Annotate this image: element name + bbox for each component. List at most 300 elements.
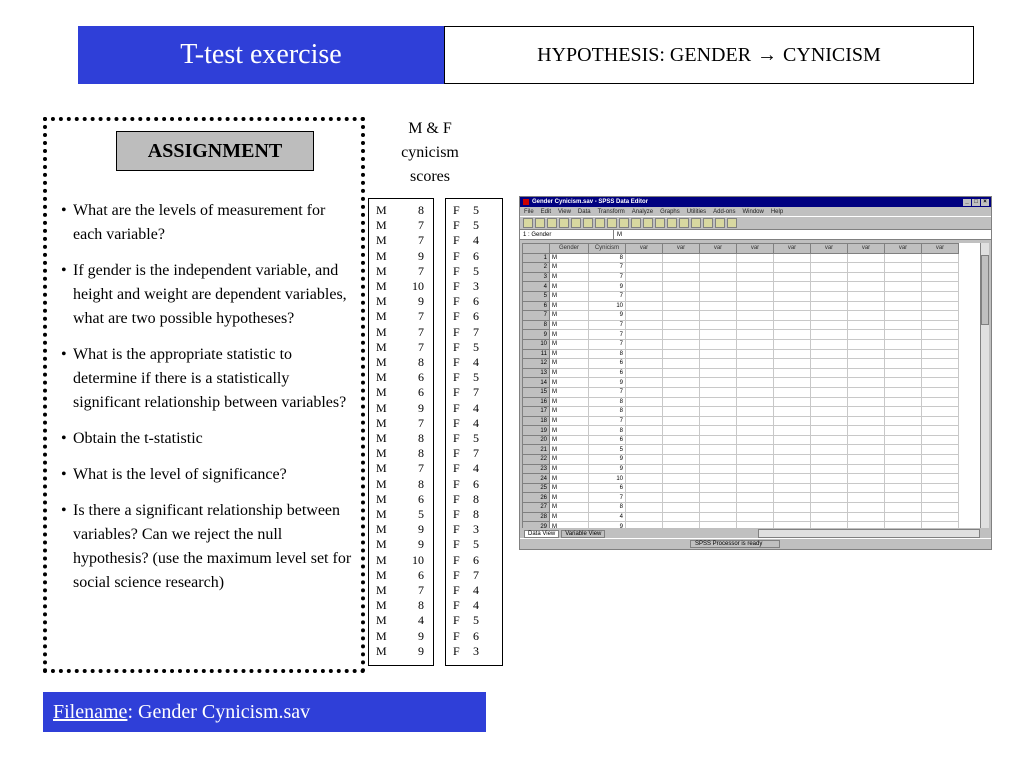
toolbar-button-icon[interactable] — [523, 218, 533, 228]
empty-cell[interactable] — [885, 397, 922, 407]
empty-cell[interactable] — [626, 464, 663, 474]
menu-item[interactable]: Graphs — [660, 208, 680, 215]
empty-cell[interactable] — [885, 311, 922, 321]
empty-cell[interactable] — [922, 397, 959, 407]
gender-cell[interactable]: M — [550, 503, 589, 513]
empty-cell[interactable] — [885, 445, 922, 455]
empty-cell[interactable] — [700, 407, 737, 417]
cynicism-cell[interactable]: 6 — [589, 359, 626, 369]
empty-cell[interactable] — [848, 311, 885, 321]
row-number[interactable]: 18 — [523, 416, 550, 426]
row-number[interactable]: 29 — [523, 522, 550, 528]
empty-cell[interactable] — [626, 349, 663, 359]
toolbar-button-icon[interactable] — [535, 218, 545, 228]
empty-cell[interactable] — [663, 339, 700, 349]
gender-cell[interactable]: M — [550, 445, 589, 455]
toolbar-button-icon[interactable] — [631, 218, 641, 228]
minimize-icon[interactable]: _ — [963, 199, 971, 206]
empty-cell[interactable] — [885, 464, 922, 474]
empty-cell[interactable] — [626, 397, 663, 407]
menu-item[interactable]: File — [524, 208, 534, 215]
gender-cell[interactable]: M — [550, 330, 589, 340]
row-number[interactable]: 28 — [523, 512, 550, 522]
row-number[interactable]: 27 — [523, 503, 550, 513]
gender-cell[interactable]: M — [550, 464, 589, 474]
menu-item[interactable]: Window — [742, 208, 764, 215]
empty-cell[interactable] — [885, 426, 922, 436]
empty-cell[interactable] — [811, 301, 848, 311]
empty-cell[interactable] — [737, 349, 774, 359]
empty-cell[interactable] — [626, 483, 663, 493]
toolbar-button-icon[interactable] — [715, 218, 725, 228]
empty-cell[interactable] — [700, 522, 737, 528]
empty-cell[interactable] — [811, 291, 848, 301]
empty-cell[interactable] — [663, 445, 700, 455]
menu-item[interactable]: Transform — [597, 208, 625, 215]
empty-cell[interactable] — [737, 263, 774, 273]
empty-cell[interactable] — [626, 387, 663, 397]
empty-cell[interactable] — [663, 378, 700, 388]
empty-cell[interactable] — [885, 522, 922, 528]
empty-cell[interactable] — [774, 426, 811, 436]
row-number[interactable]: 21 — [523, 445, 550, 455]
empty-cell[interactable] — [848, 493, 885, 503]
toolbar-button-icon[interactable] — [679, 218, 689, 228]
cynicism-cell[interactable]: 8 — [589, 503, 626, 513]
cynicism-cell[interactable]: 10 — [589, 301, 626, 311]
empty-cell[interactable] — [922, 330, 959, 340]
empty-cell[interactable] — [885, 282, 922, 292]
empty-cell[interactable] — [626, 407, 663, 417]
empty-cell[interactable] — [663, 416, 700, 426]
empty-cell[interactable] — [626, 426, 663, 436]
empty-cell[interactable] — [774, 311, 811, 321]
row-number[interactable]: 14 — [523, 378, 550, 388]
empty-cell[interactable] — [848, 397, 885, 407]
empty-cell[interactable] — [663, 387, 700, 397]
empty-cell[interactable] — [811, 493, 848, 503]
empty-cell[interactable] — [737, 455, 774, 465]
empty-cell[interactable] — [774, 272, 811, 282]
data-grid[interactable] — [522, 243, 980, 528]
gender-cell[interactable]: M — [550, 416, 589, 426]
gender-cell[interactable]: M — [550, 282, 589, 292]
row-number[interactable]: 24 — [523, 474, 550, 484]
empty-cell[interactable] — [885, 455, 922, 465]
toolbar-button-icon[interactable] — [727, 218, 737, 228]
empty-cell[interactable] — [811, 339, 848, 349]
empty-cell[interactable] — [700, 359, 737, 369]
cynicism-cell[interactable]: 9 — [589, 455, 626, 465]
empty-cell[interactable] — [811, 282, 848, 292]
empty-cell[interactable] — [774, 282, 811, 292]
empty-cell[interactable] — [811, 512, 848, 522]
empty-cell[interactable] — [663, 301, 700, 311]
empty-cell[interactable] — [737, 522, 774, 528]
toolbar-button-icon[interactable] — [595, 218, 605, 228]
empty-cell[interactable] — [922, 416, 959, 426]
cynicism-cell[interactable]: 7 — [589, 416, 626, 426]
empty-cell[interactable] — [885, 368, 922, 378]
column-header[interactable]: var — [848, 244, 885, 254]
empty-cell[interactable] — [774, 339, 811, 349]
empty-cell[interactable] — [848, 407, 885, 417]
empty-cell[interactable] — [811, 455, 848, 465]
empty-cell[interactable] — [700, 320, 737, 330]
empty-cell[interactable] — [885, 349, 922, 359]
row-number[interactable]: 26 — [523, 493, 550, 503]
empty-cell[interactable] — [737, 378, 774, 388]
empty-cell[interactable] — [811, 407, 848, 417]
empty-cell[interactable] — [774, 330, 811, 340]
empty-cell[interactable] — [774, 445, 811, 455]
gender-cell[interactable]: M — [550, 339, 589, 349]
empty-cell[interactable] — [774, 483, 811, 493]
empty-cell[interactable] — [700, 464, 737, 474]
row-number[interactable]: 11 — [523, 349, 550, 359]
cynicism-cell[interactable]: 8 — [589, 253, 626, 263]
empty-cell[interactable] — [922, 455, 959, 465]
empty-cell[interactable] — [848, 387, 885, 397]
empty-cell[interactable] — [848, 282, 885, 292]
empty-cell[interactable] — [848, 320, 885, 330]
toolbar-button-icon[interactable] — [667, 218, 677, 228]
empty-cell[interactable] — [626, 368, 663, 378]
empty-cell[interactable] — [885, 330, 922, 340]
column-header[interactable]: var — [922, 244, 959, 254]
empty-cell[interactable] — [811, 387, 848, 397]
empty-cell[interactable] — [663, 522, 700, 528]
close-icon[interactable]: × — [981, 199, 989, 206]
cynicism-cell[interactable]: 7 — [589, 272, 626, 282]
empty-cell[interactable] — [737, 301, 774, 311]
toolbar-button-icon[interactable] — [619, 218, 629, 228]
empty-cell[interactable] — [811, 474, 848, 484]
empty-cell[interactable] — [811, 378, 848, 388]
empty-cell[interactable] — [663, 330, 700, 340]
empty-cell[interactable] — [774, 368, 811, 378]
row-number[interactable]: 15 — [523, 387, 550, 397]
empty-cell[interactable] — [811, 253, 848, 263]
row-number[interactable]: 9 — [523, 330, 550, 340]
empty-cell[interactable] — [811, 368, 848, 378]
column-header[interactable]: Cynicism — [589, 244, 626, 254]
empty-cell[interactable] — [922, 253, 959, 263]
toolbar-button-icon[interactable] — [703, 218, 713, 228]
empty-cell[interactable] — [774, 359, 811, 369]
empty-cell[interactable] — [737, 503, 774, 513]
empty-cell[interactable] — [626, 320, 663, 330]
empty-cell[interactable] — [811, 416, 848, 426]
empty-cell[interactable] — [737, 282, 774, 292]
gender-cell[interactable]: M — [550, 378, 589, 388]
cynicism-cell[interactable]: 7 — [589, 339, 626, 349]
empty-cell[interactable] — [626, 455, 663, 465]
cynicism-cell[interactable]: 7 — [589, 330, 626, 340]
empty-cell[interactable] — [700, 512, 737, 522]
empty-cell[interactable] — [700, 349, 737, 359]
empty-cell[interactable] — [774, 474, 811, 484]
empty-cell[interactable] — [848, 359, 885, 369]
empty-cell[interactable] — [811, 426, 848, 436]
gender-cell[interactable]: M — [550, 483, 589, 493]
empty-cell[interactable] — [811, 464, 848, 474]
empty-cell[interactable] — [922, 493, 959, 503]
empty-cell[interactable] — [848, 464, 885, 474]
row-number[interactable]: 20 — [523, 435, 550, 445]
empty-cell[interactable] — [848, 522, 885, 528]
cynicism-cell[interactable]: 9 — [589, 378, 626, 388]
tab-data-view[interactable]: Data View — [524, 530, 559, 538]
empty-cell[interactable] — [922, 272, 959, 282]
empty-cell[interactable] — [922, 291, 959, 301]
empty-cell[interactable] — [811, 320, 848, 330]
empty-cell[interactable] — [774, 503, 811, 513]
column-header[interactable]: var — [626, 244, 663, 254]
empty-cell[interactable] — [885, 263, 922, 273]
empty-cell[interactable] — [663, 455, 700, 465]
menu-item[interactable]: Help — [770, 208, 784, 215]
empty-cell[interactable] — [700, 397, 737, 407]
empty-cell[interactable] — [774, 320, 811, 330]
empty-cell[interactable] — [774, 387, 811, 397]
empty-cell[interactable] — [700, 339, 737, 349]
cynicism-cell[interactable]: 9 — [589, 522, 626, 528]
empty-cell[interactable] — [885, 512, 922, 522]
empty-cell[interactable] — [922, 282, 959, 292]
empty-cell[interactable] — [922, 311, 959, 321]
gender-cell[interactable]: M — [550, 272, 589, 282]
gender-cell[interactable]: M — [550, 387, 589, 397]
row-number[interactable]: 23 — [523, 464, 550, 474]
toolbar-button-icon[interactable] — [547, 218, 557, 228]
cynicism-cell[interactable]: 8 — [589, 349, 626, 359]
maximize-icon[interactable]: □ — [972, 199, 980, 206]
empty-cell[interactable] — [922, 339, 959, 349]
cynicism-cell[interactable]: 9 — [589, 282, 626, 292]
empty-cell[interactable] — [663, 291, 700, 301]
empty-cell[interactable] — [737, 493, 774, 503]
toolbar-button-icon[interactable] — [583, 218, 593, 228]
empty-cell[interactable] — [663, 349, 700, 359]
cynicism-cell[interactable]: 7 — [589, 263, 626, 273]
empty-cell[interactable] — [848, 416, 885, 426]
empty-cell[interactable] — [922, 464, 959, 474]
empty-cell[interactable] — [663, 493, 700, 503]
horizontal-scrollbar[interactable] — [758, 529, 980, 538]
empty-cell[interactable] — [848, 483, 885, 493]
empty-cell[interactable] — [663, 272, 700, 282]
empty-cell[interactable] — [663, 407, 700, 417]
cynicism-cell[interactable]: 7 — [589, 387, 626, 397]
column-header[interactable]: var — [663, 244, 700, 254]
empty-cell[interactable] — [811, 397, 848, 407]
gender-cell[interactable]: M — [550, 291, 589, 301]
empty-cell[interactable] — [922, 368, 959, 378]
empty-cell[interactable] — [848, 512, 885, 522]
empty-cell[interactable] — [663, 464, 700, 474]
empty-cell[interactable] — [922, 387, 959, 397]
empty-cell[interactable] — [663, 359, 700, 369]
vertical-scrollbar[interactable] — [980, 243, 989, 528]
empty-cell[interactable] — [774, 253, 811, 263]
empty-cell[interactable] — [700, 330, 737, 340]
gender-cell[interactable]: M — [550, 253, 589, 263]
empty-cell[interactable] — [737, 397, 774, 407]
empty-cell[interactable] — [700, 301, 737, 311]
empty-cell[interactable] — [737, 359, 774, 369]
cynicism-cell[interactable]: 8 — [589, 397, 626, 407]
empty-cell[interactable] — [774, 416, 811, 426]
empty-cell[interactable] — [663, 253, 700, 263]
empty-cell[interactable] — [848, 445, 885, 455]
empty-cell[interactable] — [885, 339, 922, 349]
toolbar-button-icon[interactable] — [607, 218, 617, 228]
gender-cell[interactable]: M — [550, 320, 589, 330]
row-number[interactable]: 6 — [523, 301, 550, 311]
row-number[interactable]: 25 — [523, 483, 550, 493]
empty-cell[interactable] — [774, 397, 811, 407]
empty-cell[interactable] — [626, 359, 663, 369]
empty-cell[interactable] — [848, 253, 885, 263]
empty-cell[interactable] — [922, 359, 959, 369]
empty-cell[interactable] — [626, 493, 663, 503]
empty-cell[interactable] — [663, 320, 700, 330]
empty-cell[interactable] — [774, 435, 811, 445]
gender-cell[interactable]: M — [550, 435, 589, 445]
empty-cell[interactable] — [626, 378, 663, 388]
empty-cell[interactable] — [922, 483, 959, 493]
cynicism-cell[interactable]: 10 — [589, 474, 626, 484]
empty-cell[interactable] — [848, 301, 885, 311]
empty-cell[interactable] — [700, 416, 737, 426]
cynicism-cell[interactable]: 6 — [589, 435, 626, 445]
empty-cell[interactable] — [626, 291, 663, 301]
empty-cell[interactable] — [922, 407, 959, 417]
row-number[interactable]: 3 — [523, 272, 550, 282]
empty-cell[interactable] — [626, 301, 663, 311]
empty-cell[interactable] — [811, 503, 848, 513]
empty-cell[interactable] — [737, 387, 774, 397]
empty-cell[interactable] — [885, 416, 922, 426]
empty-cell[interactable] — [774, 407, 811, 417]
empty-cell[interactable] — [885, 503, 922, 513]
empty-cell[interactable] — [848, 455, 885, 465]
empty-cell[interactable] — [848, 426, 885, 436]
empty-cell[interactable] — [811, 263, 848, 273]
column-header[interactable]: var — [774, 244, 811, 254]
empty-cell[interactable] — [663, 311, 700, 321]
empty-cell[interactable] — [626, 435, 663, 445]
column-header[interactable]: var — [700, 244, 737, 254]
empty-cell[interactable] — [811, 330, 848, 340]
menu-item[interactable]: View — [558, 208, 571, 215]
empty-cell[interactable] — [737, 291, 774, 301]
empty-cell[interactable] — [848, 435, 885, 445]
empty-cell[interactable] — [848, 330, 885, 340]
empty-cell[interactable] — [774, 349, 811, 359]
row-number[interactable]: 22 — [523, 455, 550, 465]
empty-cell[interactable] — [700, 368, 737, 378]
empty-cell[interactable] — [811, 272, 848, 282]
cynicism-cell[interactable]: 7 — [589, 493, 626, 503]
empty-cell[interactable] — [774, 301, 811, 311]
tab-variable-view[interactable]: Variable View — [561, 530, 605, 538]
column-header[interactable]: var — [737, 244, 774, 254]
menu-item[interactable]: Data — [577, 208, 591, 215]
empty-cell[interactable] — [663, 397, 700, 407]
toolbar-button-icon[interactable] — [691, 218, 701, 228]
empty-cell[interactable] — [848, 263, 885, 273]
menu-item[interactable]: Add-ons — [713, 208, 736, 215]
empty-cell[interactable] — [885, 301, 922, 311]
empty-cell[interactable] — [700, 253, 737, 263]
empty-cell[interactable] — [922, 349, 959, 359]
empty-cell[interactable] — [700, 291, 737, 301]
empty-cell[interactable] — [663, 368, 700, 378]
empty-cell[interactable] — [848, 291, 885, 301]
empty-cell[interactable] — [737, 272, 774, 282]
empty-cell[interactable] — [848, 349, 885, 359]
empty-cell[interactable] — [885, 359, 922, 369]
gender-cell[interactable]: M — [550, 455, 589, 465]
toolbar-button-icon[interactable] — [559, 218, 569, 228]
gender-cell[interactable]: M — [550, 522, 589, 528]
gender-cell[interactable]: M — [550, 301, 589, 311]
empty-cell[interactable] — [885, 272, 922, 282]
empty-cell[interactable] — [700, 435, 737, 445]
cynicism-cell[interactable]: 7 — [589, 291, 626, 301]
empty-cell[interactable] — [737, 330, 774, 340]
empty-cell[interactable] — [811, 445, 848, 455]
cynicism-cell[interactable]: 8 — [589, 407, 626, 417]
toolbar-button-icon[interactable] — [655, 218, 665, 228]
gender-cell[interactable]: M — [550, 512, 589, 522]
cynicism-cell[interactable]: 9 — [589, 311, 626, 321]
column-header[interactable]: Gender — [550, 244, 589, 254]
empty-cell[interactable] — [811, 483, 848, 493]
gender-cell[interactable]: M — [550, 426, 589, 436]
empty-cell[interactable] — [700, 426, 737, 436]
cynicism-cell[interactable]: 5 — [589, 445, 626, 455]
empty-cell[interactable] — [848, 339, 885, 349]
empty-cell[interactable] — [663, 263, 700, 273]
empty-cell[interactable] — [700, 503, 737, 513]
empty-cell[interactable] — [922, 378, 959, 388]
empty-cell[interactable] — [626, 416, 663, 426]
empty-cell[interactable] — [848, 378, 885, 388]
empty-cell[interactable] — [885, 435, 922, 445]
empty-cell[interactable] — [737, 253, 774, 263]
empty-cell[interactable] — [774, 291, 811, 301]
empty-cell[interactable] — [700, 474, 737, 484]
empty-cell[interactable] — [922, 320, 959, 330]
empty-cell[interactable] — [737, 426, 774, 436]
cynicism-cell[interactable]: 8 — [589, 426, 626, 436]
empty-cell[interactable] — [922, 512, 959, 522]
empty-cell[interactable] — [885, 253, 922, 263]
gender-cell[interactable]: M — [550, 311, 589, 321]
toolbar-button-icon[interactable] — [643, 218, 653, 228]
empty-cell[interactable] — [885, 378, 922, 388]
empty-cell[interactable] — [700, 445, 737, 455]
cynicism-cell[interactable]: 4 — [589, 512, 626, 522]
toolbar-button-icon[interactable] — [571, 218, 581, 228]
empty-cell[interactable] — [626, 330, 663, 340]
gender-cell[interactable]: M — [550, 359, 589, 369]
empty-cell[interactable] — [774, 455, 811, 465]
cynicism-cell[interactable]: 6 — [589, 368, 626, 378]
